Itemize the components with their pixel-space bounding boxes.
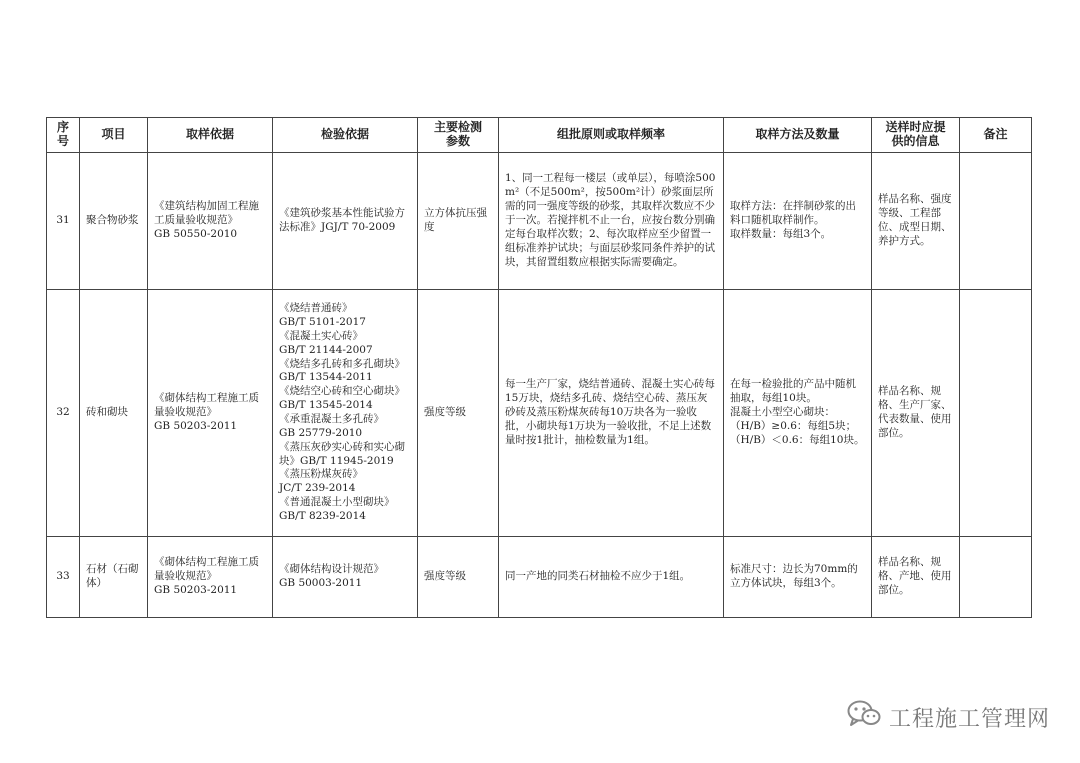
row-remark — [960, 290, 1032, 537]
row-remark — [960, 153, 1032, 290]
row-no: 33 — [47, 537, 80, 618]
row-info: 样品名称、规格、生产厂家、代表数量、使用部位。 — [872, 290, 960, 537]
table-header-row — [47, 118, 1032, 153]
row-item: 石材（石砌体） — [80, 537, 148, 618]
header-batch-rule: 组批原则或取样频率 — [499, 118, 724, 153]
header-method: 取样方法及数量 — [724, 118, 872, 153]
header-remark: 备注 — [960, 118, 1032, 153]
header-params: 主要检测 参数 — [418, 118, 499, 153]
table-row — [47, 537, 1032, 618]
row-item: 砖和砌块 — [80, 290, 148, 537]
wechat-icon — [847, 700, 881, 734]
row-no: 31 — [47, 153, 80, 290]
watermark-text: 工程施工管理网 — [888, 706, 1050, 732]
row-params: 立方体抗压强度 — [418, 153, 499, 290]
row-params: 强度等级 — [418, 290, 499, 537]
header-sampling-basis: 取样依据 — [148, 118, 273, 153]
row-method: 在每一检验批的产品中随机抽取，每组10块。 混凝土小型空心砌块： （H/B）≥0.6：每组5块； （H/B）＜0.6：每组10块。 — [724, 290, 872, 537]
row-method: 取样方法：在拌制砂浆的出料口随机取样制作。 取样数量：每组3个。 — [724, 153, 872, 290]
table-row — [47, 153, 1032, 290]
row-batch-rule: 1、同一工程每一楼层（或单层），每喷涂500m²（不足500m²，按500m²计）砂浆面层所需的同一强度等级的砂浆，其取样次数应不少于一次。若搅拌机不止一台，应按台数分别确定每台取样次数；2、每次取样应至少留置一组标准养护试块；与面层砂浆同条件养护的试块，其留置组数应根据实际需要确定。 — [499, 153, 724, 290]
row-inspection-basis: 《砌体结构设计规范》 GB 50003-2011 — [273, 537, 418, 618]
header-no: 序 号 — [47, 118, 80, 153]
row-inspection-basis: 《烧结普通砖》 GB/T 5101-2017 《混凝土实心砖》 GB/T 21144-2007 《烧结多孔砖和多孔砌块》 GB/T 13544-2011 《烧结空心砖和空心砌块》 GB/T 13545-2014 《承重混凝土多孔砖》 GB 25779-2010 《蒸压灰砂实心砖和实心砌块》GB/T 11945-2019 《蒸压粉煤灰砖》 JC/T 239-2014 《普通混凝土小型砌块》 GB/T 8239-2014 — [273, 290, 418, 537]
row-info: 样品名称、强度等级、工程部位、成型日期、养护方式。 — [872, 153, 960, 290]
header-info: 送样时应提 供的信息 — [872, 118, 960, 153]
watermark — [847, 700, 1050, 734]
row-params: 强度等级 — [418, 537, 499, 618]
row-method: 标准尺寸：边长为70mm的立方体试块，每组3个。 — [724, 537, 872, 618]
header-inspection-basis: 检验依据 — [273, 118, 418, 153]
row-batch-rule: 同一产地的同类石材抽检不应少于1组。 — [499, 537, 724, 618]
row-remark — [960, 537, 1032, 618]
row-sampling-basis: 《砌体结构工程施工质量验收规范》 GB 50203-2011 — [148, 290, 273, 537]
row-item: 聚合物砂浆 — [80, 153, 148, 290]
row-batch-rule: 每一生产厂家，烧结普通砖、混凝土实心砖每15万块，烧结多孔砖、烧结空心砖、蒸压灰砂砖及蒸压粉煤灰砖每10万块各为一验收批，小砌块每1万块为一验收批，不足上述数量时按1批计，抽检数量为1组。 — [499, 290, 724, 537]
row-sampling-basis: 《建筑结构加固工程施工质量验收规范》 GB 50550-2010 — [148, 153, 273, 290]
row-info: 样品名称、规格、产地、使用部位。 — [872, 537, 960, 618]
row-no: 32 — [47, 290, 80, 537]
header-item: 项目 — [80, 118, 148, 153]
table-row — [47, 290, 1032, 537]
sampling-table — [46, 117, 1032, 618]
row-sampling-basis: 《砌体结构工程施工质量验收规范》 GB 50203-2011 — [148, 537, 273, 618]
row-inspection-basis: 《建筑砂浆基本性能试验方法标准》JGJ/T 70-2009 — [273, 153, 418, 290]
